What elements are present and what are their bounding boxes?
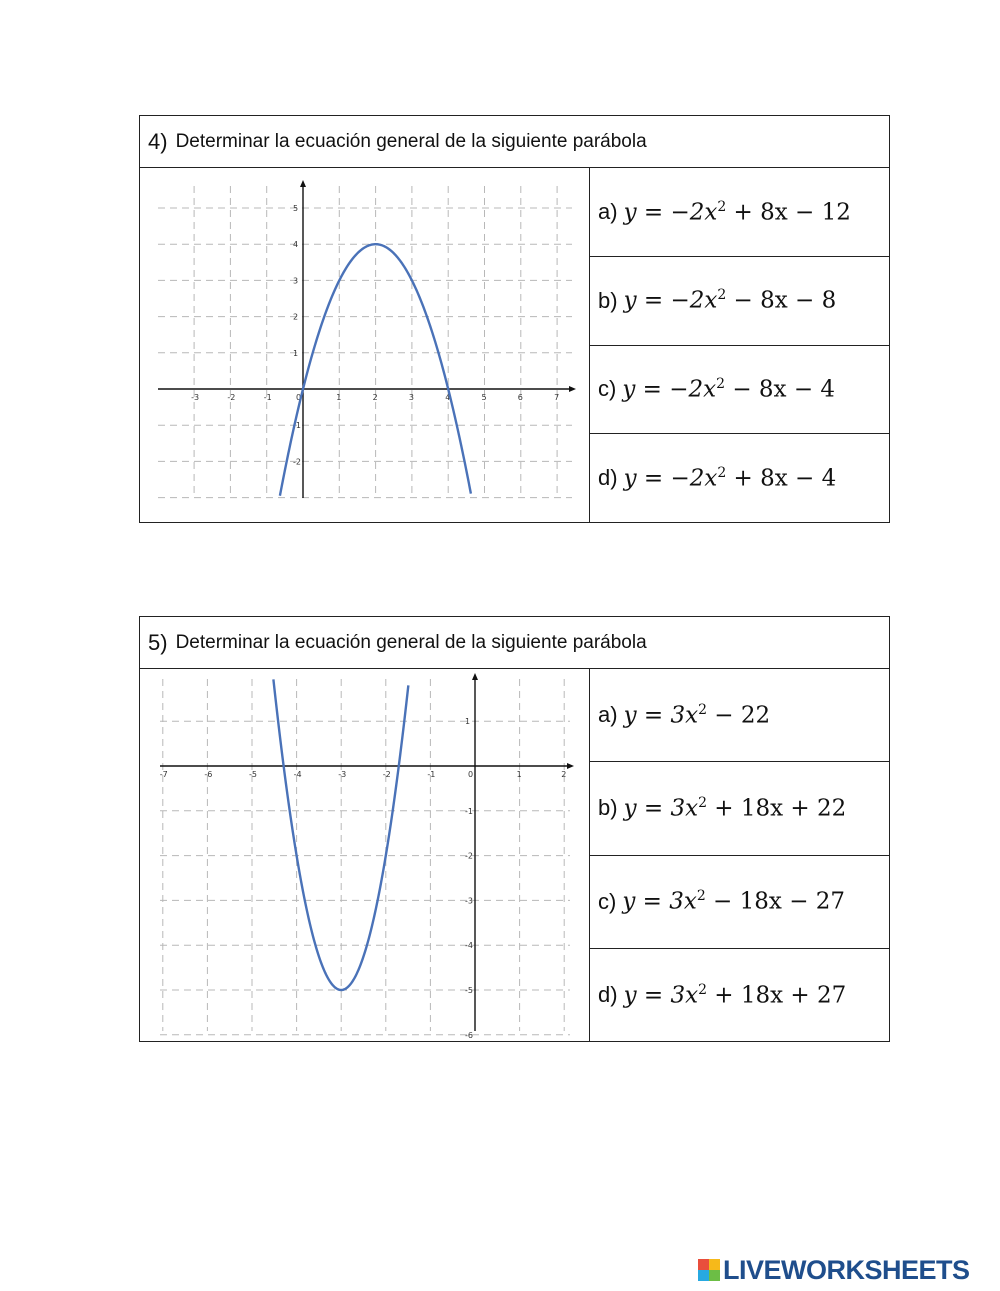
option-equation: $y = 3x^2 + 18x + 27$ [623,981,847,1009]
y-tick-label: -2 [293,457,301,467]
option-equation: $y = 3x^2 - 22$ [623,701,771,729]
option-letter: a) [598,198,618,224]
question-number: 5) [148,629,168,655]
x-tick-label: 3 [408,393,414,402]
option-equation: $y = 3x^2 + 18x + 22$ [623,795,847,822]
y-tick-label: -6 [465,1030,473,1040]
x-tick-label: -1 [427,770,436,779]
y-tick-label: -1 [293,421,301,431]
y-tick-label: -5 [465,986,473,995]
x-tick-label: 1 [516,770,522,779]
y-axis-arrow-icon [300,180,306,187]
option-b[interactable] [590,762,889,855]
option-equation: $y = -2x^2 + 8x - 12$ [623,198,851,226]
option-letter: c) [598,376,617,402]
parabola-graph-4 [140,168,590,522]
option-c[interactable] [590,346,889,435]
y-tick-label: 2 [293,312,299,322]
x-tick-label: -2 [382,770,391,779]
graph-svg [140,669,589,1041]
option-equation: $y = -2x^2 - 8x - 4$ [622,376,836,403]
y-tick-label: -3 [465,896,473,906]
x-tick-label: 5 [481,393,487,402]
liveworksheets-logo [698,1256,970,1284]
question-prompt: Determinar la ecuación general de la siguiente parábola [175,130,647,152]
x-tick-label: 1 [336,393,342,402]
x-tick-label: -5 [249,770,257,779]
option-d[interactable] [590,949,889,1041]
option-letter: b) [598,287,618,313]
x-axis-arrow-icon [569,386,576,392]
option-letter: a) [598,702,618,728]
option-equation: $y = -2x^2 + 8x - 4$ [623,464,837,492]
y-tick-label: 1 [293,348,299,358]
option-letter: c) [598,888,617,914]
question-5 [139,616,890,1042]
question-header [140,617,889,669]
x-tick-label: -3 [191,393,200,402]
option-b[interactable] [590,257,889,346]
y-tick-label: 1 [465,717,471,727]
x-axis-arrow-icon [567,763,574,769]
x-tick-label: -1 [263,393,272,402]
logo-icon [698,1259,720,1281]
x-tick-label: 6 [517,393,523,402]
x-tick-label: 4 [445,393,451,402]
y-axis-arrow-icon [472,673,478,680]
x-tick-label: -2 [227,393,236,402]
option-a[interactable] [590,168,889,257]
option-equation: $y = 3x^2 - 18x - 27$ [622,888,846,915]
option-letter: d) [598,981,618,1007]
option-c[interactable] [590,856,889,949]
question-4 [139,115,890,523]
question-header [140,116,889,168]
option-d[interactable] [590,434,889,522]
x-tick-label: -7 [159,770,168,779]
y-tick-label: -2 [465,851,473,861]
x-tick-label: 0 [296,393,302,402]
y-tick-label: -1 [465,806,473,816]
x-tick-label: 2 [372,393,378,402]
x-tick-label: -6 [204,770,213,779]
x-tick-label: 0 [468,770,474,779]
x-tick-label: -4 [293,770,302,779]
logo-text: LIVEWORKSHEETS [723,1254,970,1285]
option-letter: b) [598,795,618,821]
option-a[interactable] [590,669,889,762]
x-tick-label: -3 [338,770,347,779]
option-equation: $y = -2x^2 - 8x - 8$ [623,287,837,314]
x-tick-label: 7 [554,393,560,402]
y-tick-label: 5 [293,204,299,213]
y-tick-label: -4 [465,941,473,951]
y-tick-label: 3 [293,276,299,286]
y-tick-label: 4 [293,240,299,250]
question-number: 4) [148,128,168,154]
parabola-graph-5 [140,669,590,1041]
option-letter: d) [598,465,618,491]
question-prompt: Determinar la ecuación general de la siguiente parábola [175,631,647,653]
x-tick-label: 2 [561,770,567,779]
graph-svg [140,168,589,522]
